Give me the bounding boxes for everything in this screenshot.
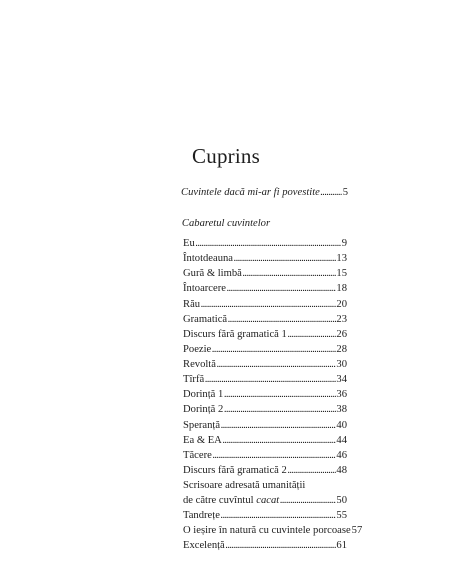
toc-entry[interactable] (183, 538, 347, 554)
toc-entry-label: O ieșire în natură cu cuvintele porcoase (183, 525, 351, 536)
dot-leader (220, 508, 336, 524)
toc-entry-label (183, 493, 279, 509)
toc-entry-page: 13 (336, 253, 347, 264)
toc-entry-page: 5 (342, 187, 348, 198)
toc-entry-page: 61 (336, 540, 347, 551)
toc-entry-label: Dorință 2 (183, 404, 224, 415)
toc-entry-label: Tăcere (183, 450, 212, 461)
dot-leader (234, 251, 336, 267)
toc-entry-label: Gramatică (183, 314, 228, 325)
toc-entry-page: 50 (336, 495, 347, 506)
toc-entry-page: 30 (336, 359, 347, 370)
dot-leader (221, 418, 336, 434)
toc-entry[interactable] (183, 433, 347, 449)
toc-entry-page: 28 (336, 344, 347, 355)
toc-entry-label: Rău (183, 299, 201, 310)
dot-leader (216, 357, 335, 373)
toc-entry-label: Eu (183, 238, 195, 249)
toc-entry-label: Ea & EA (183, 435, 222, 446)
toc-entry-intro[interactable] (181, 185, 348, 201)
toc-entry-page: 9 (341, 238, 347, 249)
dot-leader (287, 327, 336, 343)
dot-leader (225, 538, 336, 554)
toc-entry-page: 18 (336, 283, 347, 294)
toc-entry-label: Discurs fără gramatică 1 (183, 329, 287, 340)
dot-leader (224, 402, 336, 418)
toc-entry-label: Cuvintele dacă mi-ar fi povestite (181, 187, 320, 198)
dot-leader (212, 342, 336, 358)
toc-entry-page: 20 (336, 299, 347, 310)
toc-entry-page: 15 (336, 268, 347, 279)
toc-entry-label: Întotdeauna (183, 253, 234, 264)
toc-entry[interactable] (183, 357, 347, 373)
toc-entry-page: 48 (336, 465, 347, 476)
toc-entry[interactable] (183, 236, 347, 252)
toc-entry-page: 26 (336, 329, 347, 340)
toc-entry-label: Tîrfă (183, 374, 205, 385)
toc-entry-label: Revoltă (183, 359, 216, 370)
toc-entry-page: 55 (336, 510, 347, 521)
toc-entry-label-emphasis: cacat (256, 495, 280, 506)
toc-entry[interactable] (183, 418, 347, 434)
toc-entry-page: 23 (336, 314, 347, 325)
dot-leader (222, 433, 336, 449)
toc-entry[interactable] (183, 493, 347, 509)
toc-entry-label: Discurs fără gramatică 2 (183, 465, 287, 476)
toc-entry[interactable] (183, 327, 347, 343)
toc-entry[interactable] (183, 251, 347, 267)
toc-entry-label: Gură & limbă (183, 268, 242, 279)
toc-entry-label: Excelență (183, 540, 225, 551)
toc-entry[interactable] (183, 266, 347, 282)
toc-entry-page: 44 (336, 435, 347, 446)
toc-entry-line[interactable] (183, 478, 347, 494)
toc-entry-page: 38 (336, 404, 347, 415)
toc-entry[interactable] (183, 342, 347, 358)
toc-entry-page: 40 (336, 420, 347, 431)
toc-entry-label: Scrisoare adresată umanității (183, 480, 306, 491)
toc-entry[interactable] (183, 372, 347, 388)
dot-leader (280, 493, 336, 509)
dot-leader (195, 236, 341, 252)
toc-entry[interactable] (183, 402, 347, 418)
dot-leader (287, 463, 336, 479)
toc-entry-label: Dorință 1 (183, 389, 224, 400)
toc-entry[interactable] (183, 387, 347, 403)
toc-entry-label: Tandrețe (183, 510, 220, 521)
toc-entry-page: 36 (336, 389, 347, 400)
toc-entry-label: Întoarcere (183, 283, 226, 294)
dot-leader (201, 297, 336, 313)
toc-entry[interactable] (183, 508, 347, 524)
dot-leader (212, 448, 336, 464)
toc-entry[interactable] (183, 523, 363, 539)
toc-entry-label: Poezie (183, 344, 212, 355)
toc-entry-page: 34 (336, 374, 347, 385)
dot-leader (205, 372, 336, 388)
toc-entry[interactable] (183, 448, 347, 464)
dot-leader (242, 266, 336, 282)
toc-entry[interactable] (183, 312, 347, 328)
toc-entry[interactable] (183, 463, 347, 479)
dot-leader (224, 387, 336, 403)
section-title: Cabaretul cuvintelor (181, 218, 271, 229)
toc-entry[interactable] (183, 297, 347, 313)
toc-entry-page: 57 (351, 525, 363, 536)
toc-entry-label-text: de către cuvîntul (183, 495, 254, 506)
toc-entry-page: 46 (336, 450, 347, 461)
toc-entry-label: Speranță (183, 420, 221, 431)
dot-leader (320, 185, 342, 201)
dot-leader (228, 312, 336, 328)
page-title: Cuprins (192, 144, 260, 168)
dot-leader (226, 281, 335, 297)
toc-entry[interactable] (183, 281, 347, 297)
